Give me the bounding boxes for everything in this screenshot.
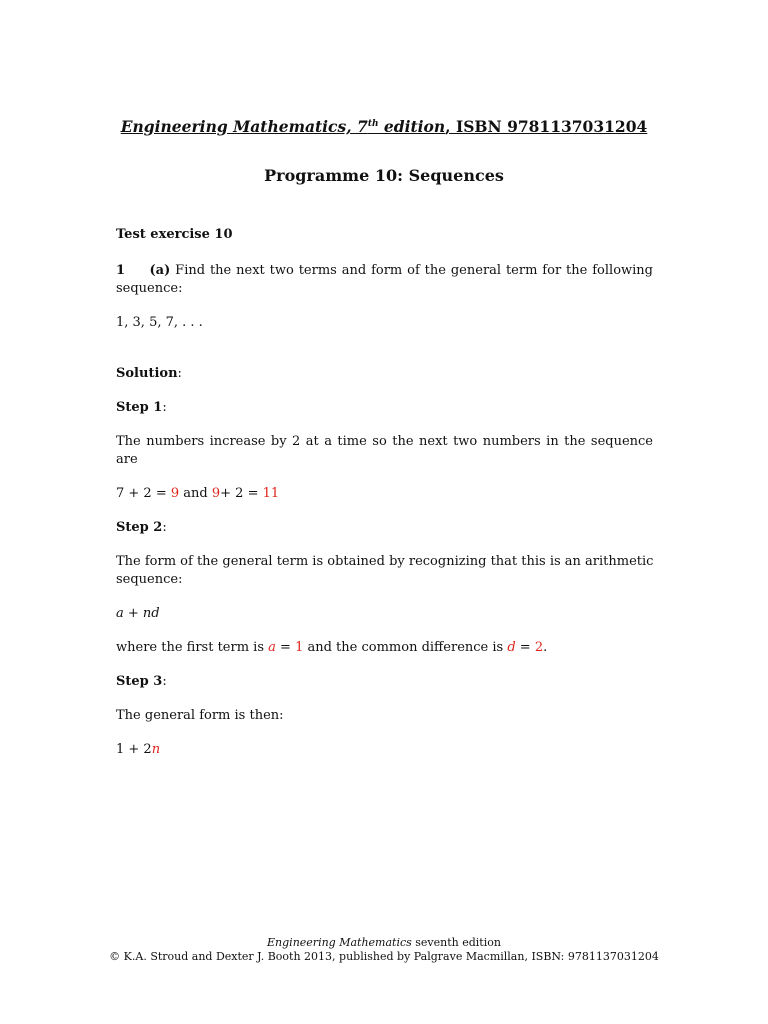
step1-text-1: The numbers increase by 2 at a time so the next two numbers in the sequence — [116, 434, 653, 449]
footer-copyright: © K.A. Stroud and Dexter J. Booth 2013, published by Palgrave Macmillan, ISBN: 9781137031204 — [109, 950, 659, 963]
document-title — [0, 118, 768, 136]
step2-text-1: The form of the general term is obtained by recognizing that this is an arithmetic — [116, 554, 654, 569]
book-title: Engineering Mathematics, 7th edition — [120, 117, 446, 136]
exercise-title: Test exercise 10 — [116, 227, 233, 242]
next-term-1-repeat: 9 — [211, 486, 221, 501]
isbn: ISBN 9781137031204 — [450, 117, 648, 136]
step2-heading: Step 2: — [116, 520, 167, 535]
value-a: 1 — [295, 640, 304, 655]
question-line-2: sequence: — [116, 281, 183, 296]
title-separator: , — [445, 117, 451, 136]
step2-text-2: sequence: — [116, 572, 183, 587]
step1-text-2: are — [116, 452, 138, 467]
step3-heading: Step 3: — [116, 674, 167, 689]
step3-text: The general form is then: — [116, 708, 284, 723]
var-a: a — [268, 640, 276, 655]
question-part: (a) — [149, 263, 171, 278]
general-formula: a + nd — [116, 606, 160, 621]
question-text-1: Find the next two terms and form of the general term for the following — [175, 263, 654, 278]
solution-heading: Solution: — [116, 366, 182, 381]
var-n: n — [151, 742, 161, 757]
sequence: 1, 3, 5, 7, . . . — [116, 315, 203, 330]
question-number: 1 — [116, 263, 126, 278]
step2-where: where the first term is a = 1 and the common difference is d = 2. — [116, 640, 548, 655]
value-d: 2 — [534, 640, 544, 655]
general-form-result: 1 + 2n — [116, 742, 161, 757]
next-term-1: 9 — [170, 486, 180, 501]
programme-title: Programme 10: Sequences — [264, 166, 504, 185]
var-d: d — [507, 640, 516, 655]
step1-equation: 7 + 2 = 9 and 9+ 2 = 11 — [116, 486, 280, 501]
footer-edition: Engineering Mathematics seventh edition — [267, 936, 501, 949]
next-term-2: 11 — [262, 486, 280, 501]
step1-heading: Step 1: — [116, 400, 167, 415]
question-line-1 — [116, 262, 653, 280]
